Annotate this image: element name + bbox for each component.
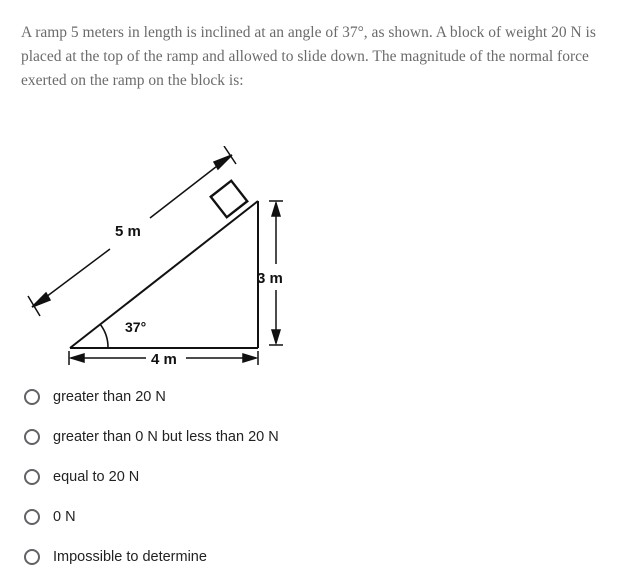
ramp-incline <box>70 201 258 348</box>
hypotenuse-label: 5 m <box>115 223 141 240</box>
question-text: A ramp 5 meters in length is inclined at an angle of 37°, as shown. A block of weight 20 N is placed at the top of the ramp and allowed to slide down. The magnitude of the normal force exerted on the ramp on the block is: <box>21 24 596 89</box>
block <box>211 181 247 217</box>
option-label: 0 N <box>53 509 76 525</box>
base-arrow-right <box>243 354 256 362</box>
hypotenuse-arrow-lower <box>32 293 50 307</box>
angle-arc <box>100 324 108 348</box>
radio-button[interactable] <box>24 469 40 485</box>
height-label: 3 m <box>257 270 283 287</box>
radio-button[interactable] <box>24 549 40 565</box>
height-arrow-top <box>272 203 280 216</box>
height-arrow-bottom <box>272 330 280 343</box>
option-1[interactable] <box>24 386 166 408</box>
option-label: greater than 20 N <box>53 389 166 405</box>
option-label: equal to 20 N <box>53 469 140 485</box>
hypotenuse-arrow-upper <box>214 155 232 169</box>
radio-button[interactable] <box>24 509 40 525</box>
option-3[interactable] <box>24 466 139 488</box>
base-label: 4 m <box>151 351 177 368</box>
radio-button[interactable] <box>24 389 40 405</box>
option-4[interactable] <box>24 506 76 528</box>
base-arrow-left <box>71 354 84 362</box>
option-2[interactable] <box>24 426 279 448</box>
option-5[interactable] <box>24 546 207 568</box>
ramp-diagram <box>20 146 320 376</box>
angle-label: 37° <box>125 319 147 335</box>
option-label: greater than 0 N but less than 20 N <box>53 429 279 445</box>
option-label: Impossible to determine <box>53 549 207 565</box>
radio-button[interactable] <box>24 429 40 445</box>
